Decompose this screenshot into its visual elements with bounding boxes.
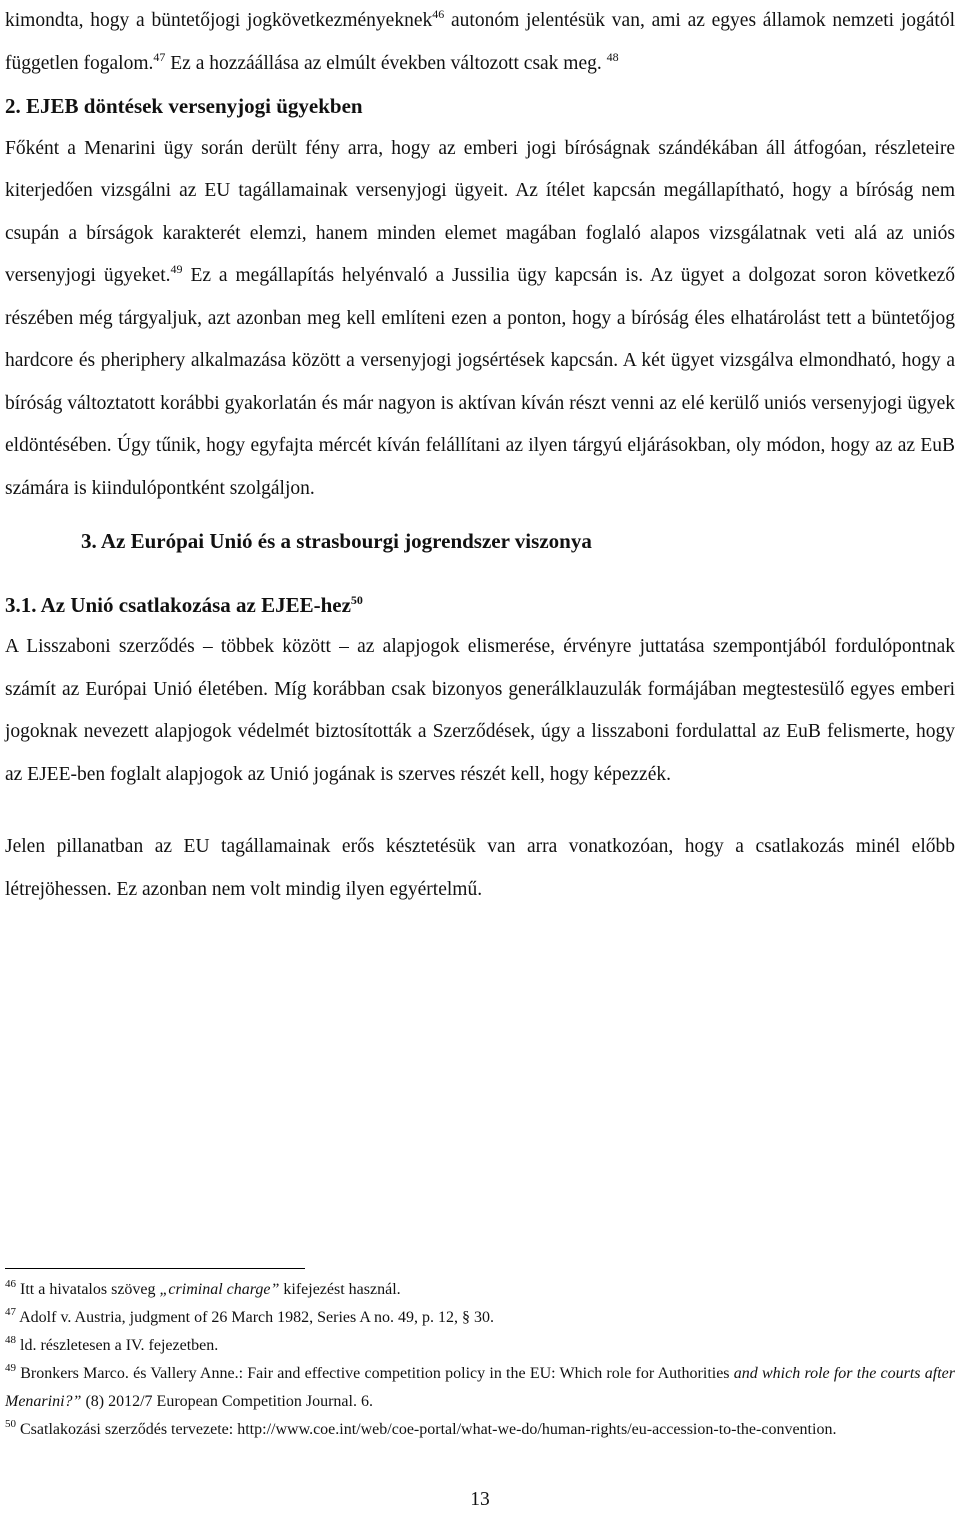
footnote-ref-46[interactable]: 46 <box>432 7 445 21</box>
footnote-italic-text: and which role for the courts after Menarini?” <box>5 1365 955 1410</box>
footnote-number: 48 <box>5 1334 16 1346</box>
section-3-1-paragraph-2: Jelen pillanatban az EU tagállamainak erős késztetésük van arra vonatkozóan, hogy a csatlakozás minél előbb létrejöhessen. Ez azonban nem volt mindig ilyen egyértelmű. <box>5 836 955 900</box>
intro-text-2: autonóm jelentésük van, ami az egyes államok nemzeti jogától független fogalom. <box>5 10 956 74</box>
intro-text-3: Ez a hozzáállása az elmúlt években változott csak meg. <box>165 52 602 74</box>
footnote-text: ld. részletesen a IV. fejezetben. <box>20 1337 219 1354</box>
footnotes <box>5 1276 955 1444</box>
footnote-number: 46 <box>5 1278 16 1290</box>
footnote-50 <box>5 1416 955 1444</box>
section-2-paragraph <box>5 128 955 511</box>
footnote-text-tail: kifejezést használ. <box>279 1281 401 1298</box>
footnote-number: 49 <box>5 1362 16 1374</box>
footnote-ref-47[interactable]: 47 <box>153 49 166 64</box>
footnote-47 <box>5 1304 955 1332</box>
section-3-1-heading-text: 3.1. Az Unió csatlakozása az EJEE-hez <box>5 592 351 617</box>
footnote-number: 50 <box>5 1418 16 1430</box>
footnote-46 <box>5 1276 955 1304</box>
section-2-text-2: Ez a megállapítás helyénvaló a Jussilia ügy kapcsán is. Az ügyet a dolgozat soron következő részében még tárgyaljuk, azt azonban meg kell említeni ezen a ponton, hogy a bíróság éles elhatárolást tett a büntetőjog hardcore és pheriphery alkalmazása között a versenyjogi jogsértések kapcsán. A két ügyet vizsgálva elmondható, hogy a bíróság változtatott korábbi gyakorlatán és már nagyon is aktívan kíván részt venni az elé kerülő uniós versenyjogi ügyek eldöntésében. Úgy tűnik, hogy egyfajta mércét kíván felállítani az ilyen tárgyú eljárásokban, oly módon, hogy az az EuB számára is kiindulópontként szolgáljon. <box>5 265 955 499</box>
section-3-1-heading <box>5 584 955 627</box>
footnote-text-tail: (8) 2012/7 European Competition Journal. 6. <box>81 1393 373 1410</box>
footnote-italic-text: „criminal charge” <box>159 1281 280 1298</box>
footnote-text: Bronkers Marco. és Vallery Anne.: Fair and effective competition policy in the EU: Which role for Authorities <box>20 1365 734 1382</box>
section-3-heading: 3. Az Európai Unió és a strasbourgi jogrendszer viszonya <box>81 529 592 553</box>
footnote-separator <box>5 1268 305 1269</box>
footnote-ref-48[interactable]: 48 <box>606 49 619 64</box>
footnote-number: 47 <box>5 1306 16 1318</box>
footnote-text: Itt a hivatalos szöveg <box>20 1281 160 1298</box>
section-2-heading: 2. EJEB döntések versenyjogi ügyekben <box>5 94 363 118</box>
footnote-ref-50[interactable]: 50 <box>350 592 363 607</box>
footnote-49 <box>5 1360 955 1416</box>
section-2-text-1: Főként a Menarini ügy során derült fény arra, hogy az emberi jogi bíróságnak szándékában áll átfogóan, részleteire kiterjedően vizsgálni az EU tagállamainak versenyjogi ügyeit. Az ítélet kapcsán megállapítható, hogy a bíróság nem csupán a bírságok karakterét elemzi, hanem minden elemet magában foglaló alapos vizsgálatnak veti alá az uniós versenyjogi ügyeket. <box>5 137 955 286</box>
page-body <box>5 0 955 911</box>
footnote-48 <box>5 1332 955 1360</box>
footnote-ref-49[interactable]: 49 <box>170 262 183 276</box>
footnote-link-text[interactable]: Csatlakozási szerződés tervezete: http://www.coe.int/web/coe-portal/what-we-do/human-rights/eu-accession-to-the-convention. <box>20 1421 837 1438</box>
section-3-1-paragraph-1: A Lisszaboni szerződés – többek között – az alapjogok elismerése, érvényre juttatása szempontjából fordulópontnak számít az Európai Unió életében. Míg korábban csak bizonyos generálklauzulák formájában megtestesülő egyes emberi jogoknak nevezett alapjogok védelmét biztosították a Szerződések, úgy a lisszaboni fordulattal az EuB felismerte, hogy az EJEE-ben foglalt alapjogok az Unió jogának is szerves részét kell, hogy képezzék. <box>5 636 955 785</box>
page-number: 13 <box>470 1489 490 1510</box>
intro-text-1: kimondta, hogy a büntetőjogi jogkövetkezményeknek <box>5 10 433 31</box>
footnote-text: Adolf v. Austria, judgment of 26 March 1982, Series A no. 49, p. 12, § 30. <box>19 1309 495 1326</box>
intro-paragraph <box>5 0 955 85</box>
